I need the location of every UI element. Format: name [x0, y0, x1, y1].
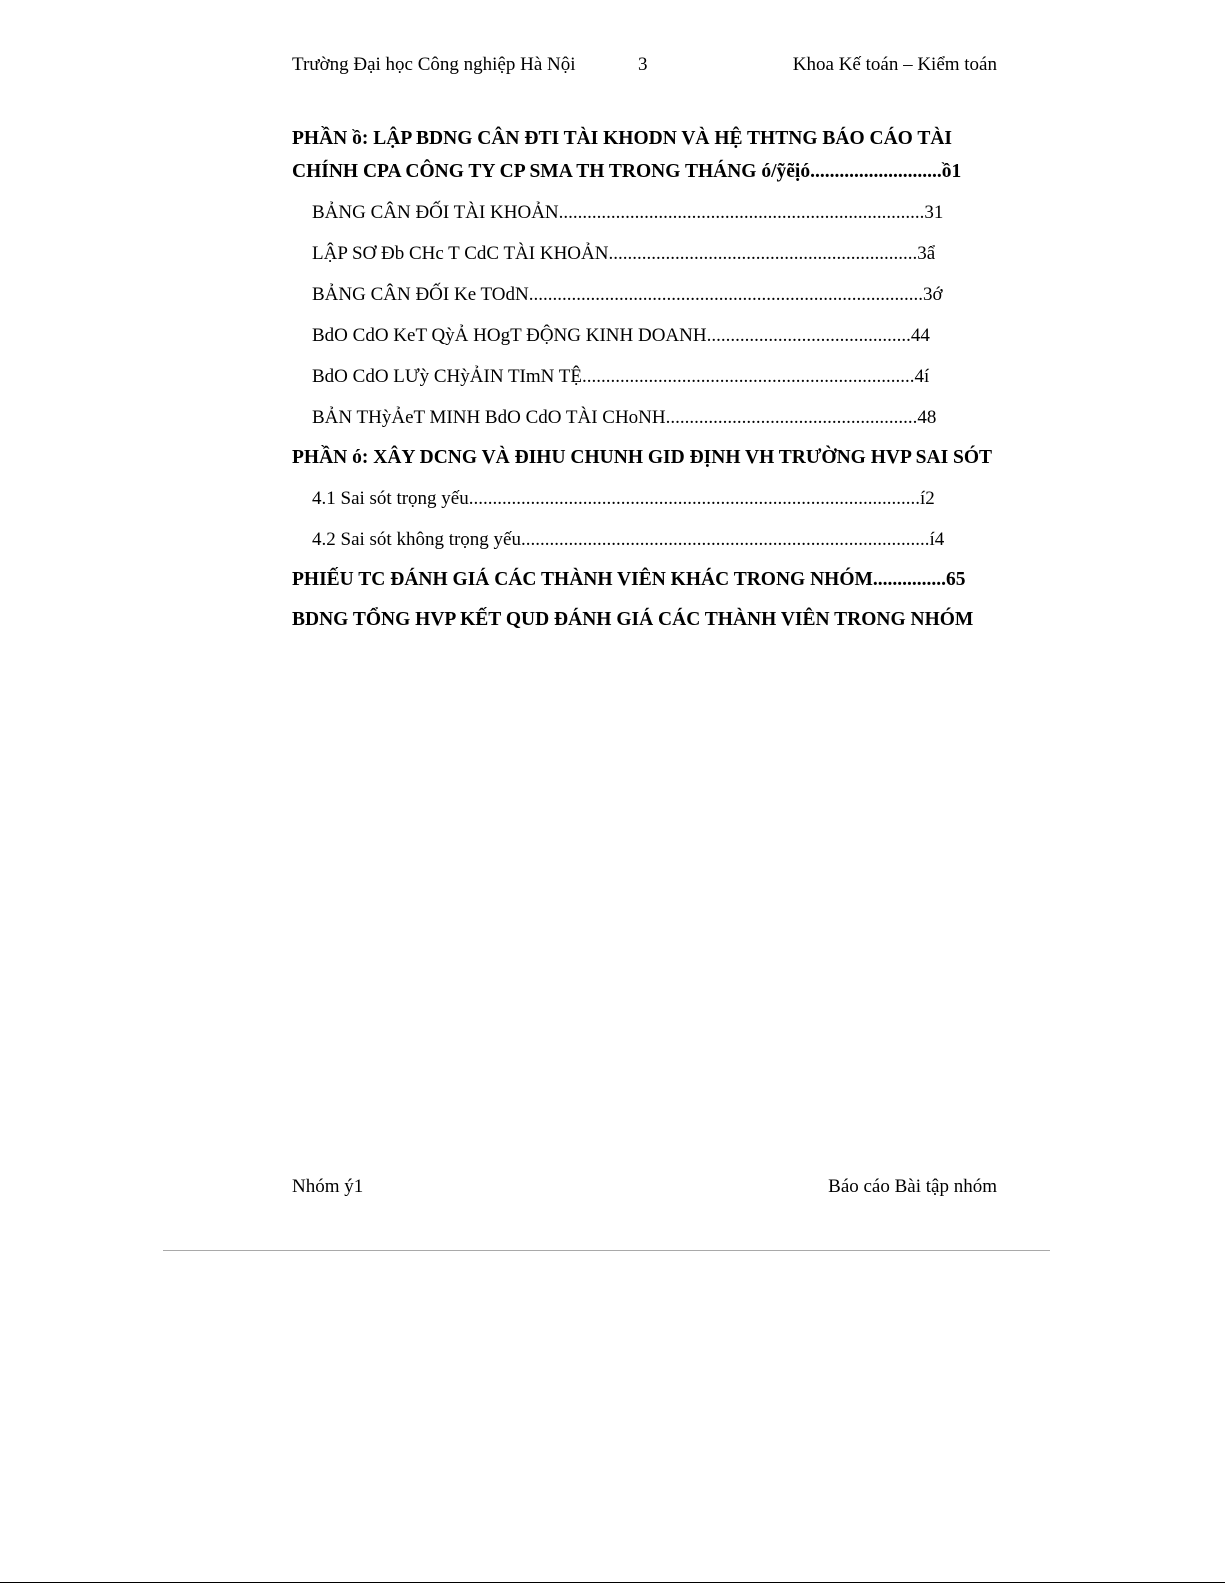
toc-entry-peer-evaluation-form[interactable]: PHIẾU TC ĐÁNH GIÁ CÁC THÀNH VIÊN KHÁC TRONG NHÓM...............65: [292, 569, 966, 590]
toc-entry-t-accounts[interactable]: LẬP SƠ Đb CHc T CdC TÀI KHOẢN.................................................................3ẩ: [312, 243, 936, 264]
toc-entry-material-errors[interactable]: 4.1 Sai sót trọng yếu...............................................................................................í2: [312, 488, 935, 509]
toc-entry-part-4[interactable]: PHẦN ó: XÂY DCNG VÀ ĐIHU CHUNH GID ĐỊNH VH TRƯỜNG HVP SAI SÓT: [292, 447, 993, 468]
toc-entry-income-statement[interactable]: BdO CdO KeT QỳẢ HOgT ĐỘNG KINH DOANH...........................................44: [312, 325, 930, 346]
toc-entry-balance-sheet[interactable]: BẢNG CÂN ĐỐI Ke TOdN...................................................................................3ớ: [312, 284, 943, 305]
bottom-divider: [0, 1582, 1225, 1583]
toc-entry-notes-to-financial-statements[interactable]: BẢN THỳẢeT MINH BdO CdO TÀI CHoNH.....................................................48: [312, 407, 937, 428]
toc-entry-part-3[interactable]: PHẦN ồ: LẬP BDNG CÂN ĐTI TÀI KHODN VÀ HỆ THTNG BÁO CÁO TÀI CHÍNH CPA CÔNG TY CP SMA TH TRONG THÁNG ó/ỹẽịó...........................ồ1: [292, 128, 962, 182]
table-of-contents: [292, 122, 998, 640]
toc-entry-immaterial-errors[interactable]: 4.2 Sai sót không trọng yếu......................................................................................í4: [312, 529, 945, 550]
page-separator: [163, 1250, 1050, 1251]
toc-entry-cash-flow-statement[interactable]: BdO CdO LƯỳ CHỳẢIN TImN TỆ......................................................................4í: [312, 366, 930, 387]
toc-entry-evaluation-summary[interactable]: BDNG TỔNG HVP KẾT QUD ĐÁNH GIÁ CÁC THÀNH VIÊN TRONG NHÓM: [292, 609, 974, 630]
footer-group-name: Nhóm ý1: [292, 1176, 364, 1197]
toc-entry-trial-balance[interactable]: BẢNG CÂN ĐỐI TÀI KHOẢN.............................................................................31: [312, 202, 944, 223]
footer-report-title: Báo cáo Bài tập nhóm: [828, 1176, 997, 1197]
header-page-number: 3: [638, 54, 648, 75]
header-school-name: Trường Đại học Công nghiệp Hà Nội: [292, 54, 576, 75]
header-faculty-name: Khoa Kế toán – Kiểm toán: [792, 54, 997, 75]
